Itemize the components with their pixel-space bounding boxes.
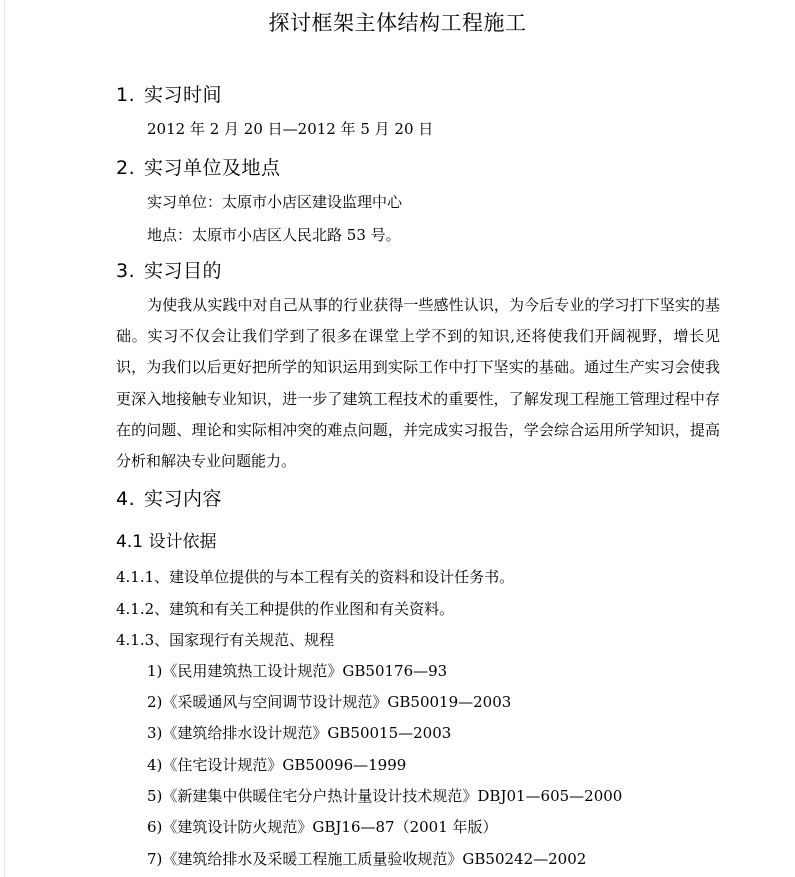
- internship-location: 地点：太原市小店区人民北路 53 号。: [147, 226, 401, 244]
- subsection-heading: 4.1 设计依据: [116, 532, 217, 552]
- section-heading-4: [116, 486, 222, 512]
- section-number: 3.: [116, 260, 136, 282]
- section-title: 实习单位及地点: [144, 157, 281, 179]
- purpose-paragraph: 为使我从实践中对自己从事的行业获得一些感性认识，为今后专业的学习打下坚实的基础。实习不仅会让我们学到了很多在课堂上学不到的知识,还将使我们开阔视野，增长见识，为我们以后更好把所学的知识运用到实际工作中打下坚实的基础。通过生产实习会使我更深入地接触专业知识，进一步了建筑工程技术的重要性，了解发现工程施工管理过程中存在的问题、理论和实际相冲突的难点问题，并完成实习报告，学会综合运用所学知识，提高分析和解决专业问题能力。: [116, 296, 720, 471]
- section-heading-1: [116, 82, 222, 108]
- section-number: 2.: [116, 157, 136, 179]
- basis-item: 4.1.3、国家现行有关规范、规程: [116, 631, 335, 649]
- standard-list-item: 4)《住宅设计规范》GB50096—1999: [147, 756, 407, 774]
- internship-unit: 实习单位：太原市小店区建设监理中心: [147, 193, 403, 211]
- section-title: 实习目的: [144, 260, 223, 282]
- internship-period: 2012 年 2 月 20 日—2012 年 5 月 20 日: [147, 120, 434, 138]
- section-heading-2: [116, 155, 281, 181]
- standard-list-item: 1)《民用建筑热工设计规范》GB50176—93: [147, 662, 448, 680]
- section-number: 4.: [116, 488, 136, 510]
- standard-list-item: 5)《新建集中供暖住宅分户热计量设计技术规范》DBJ01—605—2000: [147, 787, 623, 805]
- section-title: 实习时间: [144, 84, 223, 106]
- section-heading-3: [116, 258, 222, 284]
- section-number: 1.: [116, 84, 136, 106]
- standard-list-item: 3)《建筑给排水设计规范》GB50015—2003: [147, 724, 452, 742]
- document-title: 探讨框架主体结构工程施工: [268, 11, 527, 35]
- basis-item: 4.1.1、建设单位提供的与本工程有关的资料和设计任务书。: [116, 568, 515, 586]
- standard-list-item: 6)《建筑设计防火规范》GBJ16—87（2001 年版）: [147, 818, 498, 836]
- page-edge-rule: [4, 0, 5, 877]
- standard-list-item: 2)《采暖通风与空间调节设计规范》GB50019—2003: [147, 693, 512, 711]
- basis-item: 4.1.2、建筑和有关工种提供的作业图和有关资料。: [116, 600, 455, 618]
- standard-list-item: 7)《建筑给排水及采暖工程施工质量验收规范》GB50242—2002: [147, 850, 587, 868]
- section-title: 实习内容: [144, 488, 223, 510]
